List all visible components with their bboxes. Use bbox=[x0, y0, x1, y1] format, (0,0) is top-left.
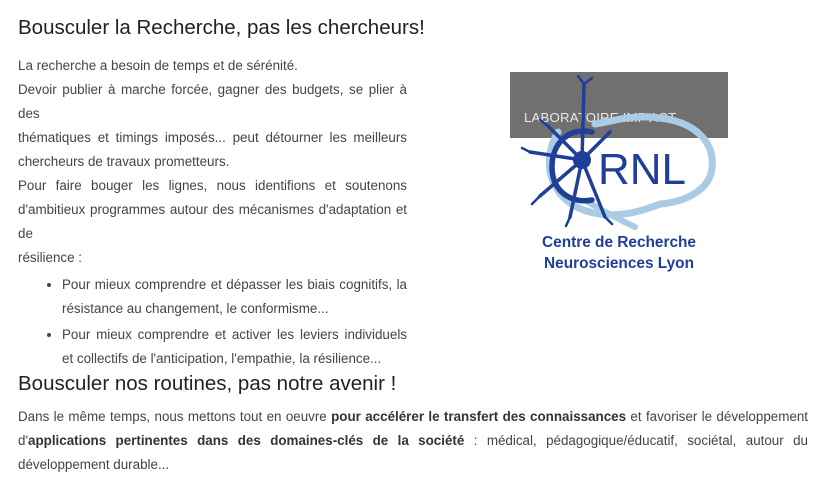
text-run: : médical, pédagogique/éducatif, sociétal, autour du développement durable... bbox=[18, 433, 808, 472]
bold-text: applications pertinentes dans des domaines-clés de la société bbox=[28, 433, 465, 448]
text-run: et favoriser le développement d' bbox=[18, 409, 808, 448]
paragraph-line: chercheurs de travaux prometteurs. bbox=[18, 154, 230, 169]
logo-letters: RNL bbox=[598, 145, 687, 194]
paragraph-line: thématiques et timings imposés... peut détourner les meilleurs bbox=[18, 130, 407, 145]
logo-caption-line2: Neurosciences Lyon bbox=[544, 255, 694, 272]
lab-banner-label: LABORATOIRE IMP'ACT bbox=[524, 110, 677, 125]
bold-text: pour accélérer le transfert des connaissances bbox=[331, 409, 627, 424]
paragraph-line: Devoir publier à marche forcée, gagner des budgets, se plier à des bbox=[18, 82, 407, 121]
paragraph-line: Pour faire bouger les lignes, nous identifions et soutenons bbox=[18, 178, 407, 193]
routines-paragraph bbox=[18, 405, 808, 477]
paragraph-line: d'ambitieux programmes autour des mécanismes d'adaptation et de bbox=[18, 202, 407, 241]
section-title-research: Bousculer la Recherche, pas les chercheurs! bbox=[18, 16, 425, 39]
list-item: • Pour mieux comprendre et activer les leviers individuels et collectifs de l'anticipation, l'empathie, la résilience... bbox=[62, 323, 407, 371]
paragraph-intro: La recherche a besoin de temps et de sérénité. bbox=[18, 58, 298, 73]
bullet-list bbox=[18, 273, 407, 371]
text-run: Dans le même temps, nous mettons tout en oeuvre bbox=[18, 409, 332, 424]
crnl-logo bbox=[510, 72, 728, 282]
logo-caption-line1: Centre de Recherche bbox=[542, 234, 696, 251]
list-item: • Pour mieux comprendre et dépasser les biais cognitifs, la résistance au changement, le conformisme... bbox=[62, 273, 407, 321]
research-text bbox=[18, 54, 407, 371]
neuron-logo-icon bbox=[510, 72, 728, 242]
section-title-routines: Bousculer nos routines, pas notre avenir ! bbox=[18, 372, 397, 395]
paragraph-line: résilience : bbox=[18, 250, 83, 265]
